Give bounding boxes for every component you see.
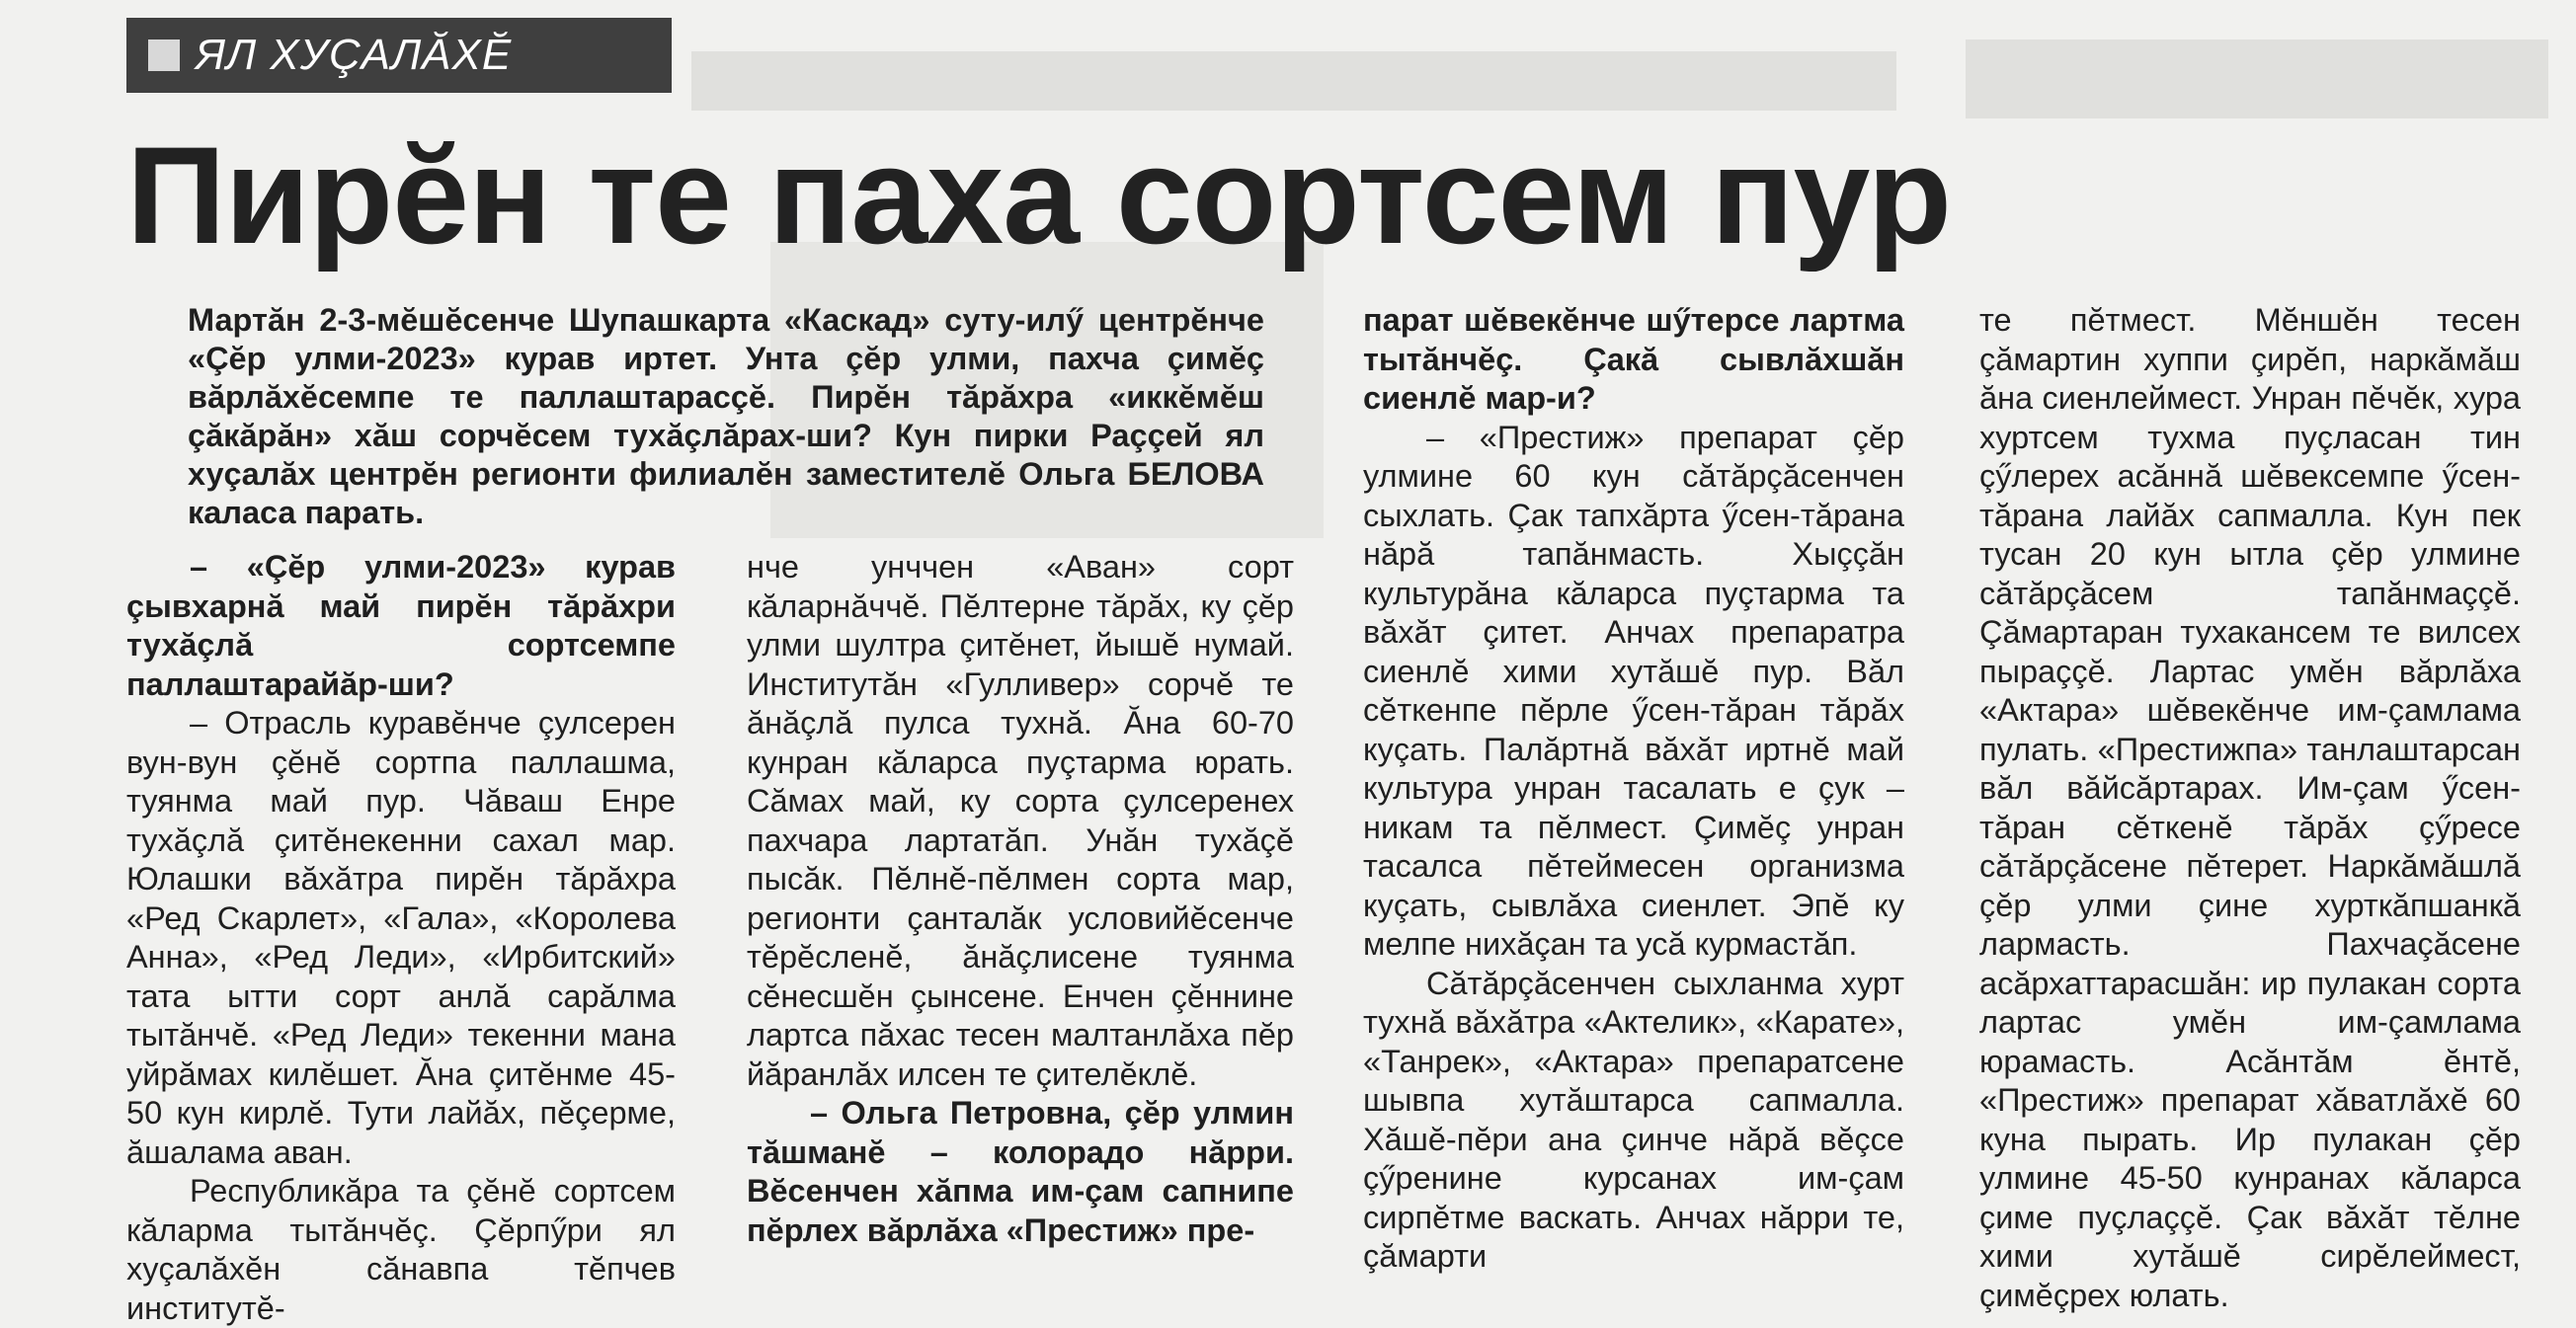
paragraph: Сăтăрçăсенчен сыхланма хурт тухнă вăхăтра «Актелик», «Карате», «Танрек», «Актара» препаратсене шывпа хутăштарса сапмалла. Хăшĕ-пĕри ана çинче нăрă вĕçсе çӳренине курсанах им-çам сирпĕтме васкать. Анчах нăрри те, çăмарти (1363, 965, 1904, 1274)
paragraph: – Отрасль куравĕнче çулсерен вун-вун çĕнĕ сортпа паллашма, туянма май пур. Чăваш Енре тухăçлă çитĕнекенни сахал мар. Юлашки вăхăтра пирĕн тăрăхра «Ред Скарлет», «Гала», «Королева Анна», «Ред Леди», «Ирбитский» тата ытти сорт анлă сарăлма тытăнчĕ. «Ред Леди» текенни мана уйрăмах килĕшет. Ăна çитĕнме 45-50 кун кирлĕ. Тути лайăх, пĕçерме, ăшалама аван. (126, 705, 676, 1170)
text-column-3 (1363, 301, 1904, 1277)
paragraph: те пĕтмест. Мĕншĕн тесен çăмартин хуппи çирĕп, наркăмăш ăна сиенлеймест. Унран пĕчĕк, хура хуртсем тухма пуçласан тин çӳлерех асăннă шĕвексемпе ӳсен-тăрана лайăх сапмалла. Кун пек тусан 20 кун ытла çĕр улмине сăтăрçăсем тапăнмаççĕ. Çăмартаран тухакансем те вилсех пыраççĕ. Лартас умĕн вăрлăха «Актара» шĕвекĕнче им-çамлама пулать. «Престижпа» танлаштарсан вăл вăйсăртарах. Им-çам ӳсен-тăран сĕткенĕ тăрăх çӳресе сăтăрçăсене пĕтерет. Наркăмăшлă çĕр улми çине хурткăпшанкă лармасть. Пахчаçăсене асăрхаттарасшăн: ир пулакан сорта лартас умĕн им-çамлама юрамасть. Асăнтăм ĕнтĕ, «Престиж» препарат хăватлăхĕ 60 куна пырать. Ир пулакан çĕр улмине 45-50 кунранах кăларса çиме пуçлаççĕ. Çак вăхăт тĕлне хими хутăшĕ сирĕлеймест, çимĕçрех юлать. (1979, 302, 2521, 1313)
article-headline: Пирĕн те паха сортсем пур (126, 117, 1952, 273)
text-column-4 (1979, 301, 2521, 1315)
square-icon (148, 39, 180, 71)
section-rubric (126, 18, 672, 93)
text-column-1 (126, 548, 676, 1328)
interview-question: – «Çĕр улми-2023» курав çывхарнă май пирĕн тăрăхри тухăçлă сортсемпе паллаштарайăр-ши? (126, 549, 676, 702)
rubric-label: ЯЛ ХУÇАЛĂХĔ (196, 31, 513, 79)
text-column-2 (747, 548, 1294, 1250)
article-lead: Мартăн 2-3-мĕшĕсенче Шупашкарта «Каскад» суту-илӳ центрĕнче «Çĕр улми-2023» курав иртет. Унта çĕр улми, пахча çимĕç вăрлăхĕсемпе те паллаштарасçĕ. Пирĕн тăрăхра «иккĕмĕш çăкăрăн» хăш сорчĕсем тухăçлăрах-ши? Кун пирки Раççей ял хуçалăх центрĕн регионти филиалĕн заместителĕ Ольга БЕЛОВА каласа парать. (188, 302, 1264, 530)
interview-question-continued: парат шĕвекĕнче шӳтерсе лартма тытăнчĕç. Çакă сывлăхшăн сиенлĕ мар-и? (1363, 302, 1904, 416)
paragraph: – «Престиж» препарат çĕр улмине 60 кун сăтăрçăсенчен сыхлать. Çак тапхăрта ӳсен-тăрана нăрă тапăнмасть. Хыççăн культурăна кăларса пуçтарма та вăхăт çитет. Анчах препаратра сиенлĕ хими хутăшĕ пур. Вăл сĕткенпе пĕрле ӳсен-тăран тăрăх куçать. Палăртнă вăхăт иртнĕ май культура унран тасалать е çук – никам та пĕлмест. Çимĕç унран тасалса пĕтеймесен организма куçать, сывлăха сиенлет. Эпĕ ку мелпе нихăçан та усă курмастăп. (1363, 419, 1904, 962)
paragraph: нче унччен «Аван» сорт кăларнăччĕ. Пĕлтерне тăрăх, ку çĕр улми шултра çитĕнет, йышĕ нумай. Институтăн «Гулливер» сорчĕ те ăнăçлă пулса тухнă. Ăна 60-70 кунран кăларса пуçтарма юрать. Сăмах май, ку сорта çулсеренех пахчара лартатăп. Унăн тухăçĕ пысăк. Пĕлнĕ-пĕлмен сорта мар, регионти çанталăк условийĕсенче тĕрĕсленĕ, ăнăçлисене туянма сĕнесшĕн çынсене. Енчен çĕннине лартса пăхас тесен малтанлăха пĕр йăранлăх илсен те çителĕклĕ. (747, 549, 1294, 1092)
interview-question: – Ольга Петровна, çĕр улмин тăшманĕ – колорадо нăрри. Вĕсенчен хăпма им-çам сапнипе пĕрлех вăрлăха «Престиж» пре- (747, 1095, 1294, 1248)
paragraph: Республикăра та çĕнĕ сортсем кăларма тытăнчĕç. Çĕрпӳри ял хуçалăхĕн сăнавпа тĕпчев институтĕ- (126, 1173, 676, 1326)
bleed-through-shape (1966, 39, 2548, 118)
bleed-through-shape (691, 51, 1896, 111)
